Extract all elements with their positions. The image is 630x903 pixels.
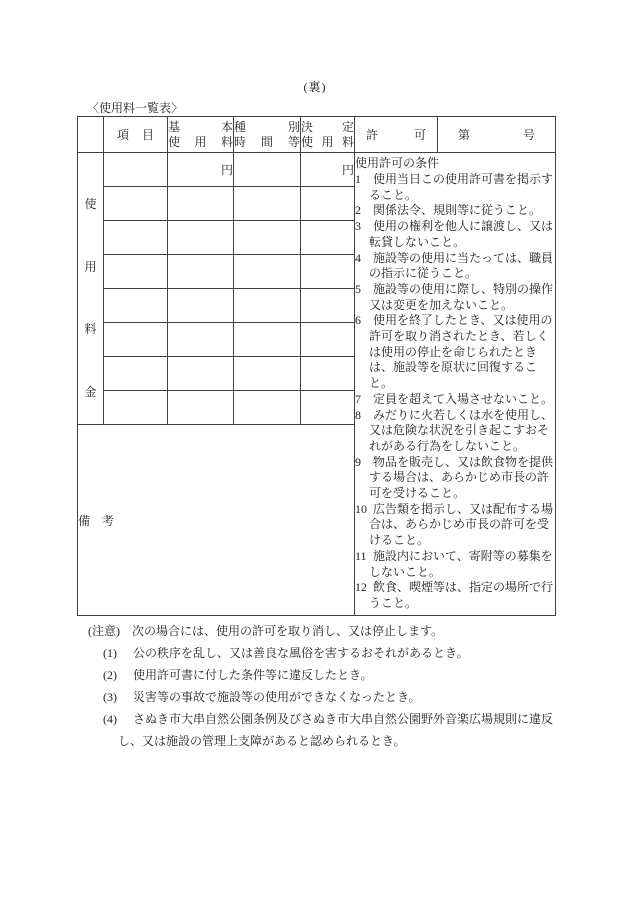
header-item-char: 目 (141, 128, 154, 142)
header-permit-char: 許 (366, 128, 379, 142)
condition-number: 3 (355, 219, 361, 234)
header-decided-fee (301, 117, 355, 153)
type-time-cell (234, 255, 301, 289)
header-type-char: 別 (287, 119, 300, 134)
condition-text: 使用を終了したとき、又は使用の許可を取り消されたとき、若しくは使用の停止を命じられたときは、施設等を原状に回復すること。 (369, 313, 553, 391)
condition-item (355, 392, 555, 408)
condition-number: 9 (355, 454, 361, 469)
header-number (438, 117, 556, 153)
usage-fee-table (77, 116, 556, 616)
condition-number: 4 (355, 250, 361, 265)
item-cell (104, 255, 168, 289)
remarks-label: 備 考 (78, 513, 115, 528)
decided-fee-cell (301, 391, 355, 425)
condition-text: 関係法令、規則等に従うこと。 (373, 203, 542, 218)
header-number-char: 第 (458, 128, 471, 142)
base-fee-cell (168, 391, 234, 425)
header-base-fee (168, 117, 234, 153)
note-item (103, 664, 563, 686)
item-cell (104, 289, 168, 323)
condition-number: 2 (355, 203, 361, 218)
condition-item (355, 408, 555, 455)
vertical-label-char: 使 (84, 197, 97, 212)
condition-item (355, 580, 555, 611)
page-side-label: (裏) (303, 80, 327, 94)
note-number: (3) (103, 690, 117, 704)
note-text: さぬき市大串自然公園条例及びさぬき市大串自然公園野外音楽広場規則に違反し、又は施設の管理上支障があると認められるとき。 (118, 712, 554, 748)
note-item (103, 708, 563, 752)
condition-item (355, 203, 555, 219)
condition-number: 5 (355, 281, 361, 296)
condition-number: 1 (355, 172, 361, 186)
condition-number: 8 (355, 407, 361, 422)
decided-fee-cell (301, 255, 355, 289)
decided-fee-cell (301, 323, 355, 357)
header-base-char: 本 (220, 119, 233, 134)
type-time-cell (234, 289, 301, 323)
vertical-label-char: 用 (84, 259, 97, 274)
note-item (103, 642, 563, 664)
type-time-cell (234, 357, 301, 391)
type-time-cell (234, 323, 301, 357)
condition-number: 12 (355, 580, 367, 595)
condition-number: 10 (355, 501, 367, 516)
decided-fee-cell (301, 221, 355, 255)
note-number: (1) (103, 646, 117, 660)
type-time-cell (234, 391, 301, 425)
item-cell (104, 357, 168, 391)
item-cell (104, 187, 168, 221)
header-row (78, 117, 556, 153)
condition-number: 6 (355, 313, 361, 328)
header-base-char: 料 (220, 134, 233, 149)
item-cell (104, 221, 168, 255)
condition-item (355, 172, 555, 203)
header-base-char: 使 (168, 134, 181, 149)
condition-text: 飲食、喫煙等は、指定の場所で行うこと。 (369, 580, 554, 610)
decided-fee-yen-cell: 円 (301, 153, 355, 187)
type-time-cell (234, 153, 301, 187)
vertical-label-char: 金 (84, 384, 97, 399)
condition-item (355, 455, 555, 502)
header-type-char: 等 (287, 134, 300, 149)
notes-heading: (注意) 次の場合には、使用の許可を取り消し、又は停止します。 (88, 624, 444, 638)
type-time-cell (234, 187, 301, 221)
decided-fee-cell (301, 187, 355, 221)
type-time-cell (234, 221, 301, 255)
condition-item (355, 282, 555, 313)
condition-text: 使用の権利を他人に譲渡し、又は転貸しないこと。 (369, 219, 554, 249)
header-type-char: 間 (260, 134, 273, 149)
conditions-list (355, 172, 555, 612)
base-fee-cell (168, 221, 234, 255)
fee-row (78, 153, 556, 187)
condition-item (355, 502, 555, 549)
corner-cell (78, 117, 104, 153)
header-decided-char: 定 (341, 119, 354, 134)
header-permit (355, 117, 438, 153)
condition-item (355, 219, 555, 250)
base-fee-cell (168, 357, 234, 391)
notes-section (88, 620, 563, 752)
header-decided-char: 用 (321, 134, 334, 149)
base-fee-cell (168, 289, 234, 323)
permit-conditions-cell (355, 153, 556, 616)
decided-fee-cell (301, 357, 355, 391)
header-type-char: 時 (234, 134, 247, 149)
condition-text: 定員を超えて入場させないこと。 (373, 391, 554, 406)
notes-list (88, 642, 563, 752)
header-decided-char: 決 (301, 119, 314, 134)
header-permit-char: 可 (413, 128, 426, 142)
condition-text: 物品を販売し、又は飲食物を提供する場合は、あらかじめ市長の許可を受けること。 (369, 454, 554, 501)
vertical-row-label (78, 153, 104, 425)
item-cell (104, 153, 168, 187)
header-base-char: 用 (194, 134, 207, 149)
condition-item (355, 251, 555, 282)
item-cell (104, 323, 168, 357)
condition-text: 施設等の使用に際し、特別の操作又は変更を加えないこと。 (369, 281, 554, 312)
condition-number: 7 (355, 391, 361, 406)
vertical-label-char: 料 (84, 322, 97, 337)
header-type-char: 種 (234, 119, 247, 134)
note-text: 公の秩序を乱し、又は善良な風俗を害するおそれがあるとき。 (133, 646, 469, 660)
header-base-char: 基 (168, 119, 181, 134)
base-fee-cell (168, 323, 234, 357)
item-cell (104, 391, 168, 425)
condition-text: 施設内において、寄附等の募集をしないこと。 (369, 548, 553, 579)
fee-table-title: 〈使用料一覧表〉 (87, 101, 184, 115)
header-item (104, 117, 168, 153)
base-fee-yen-cell: 円 (168, 153, 234, 187)
note-text: 使用許可書に付した条件等に違反したとき。 (133, 668, 373, 682)
condition-text: みだりに火若しくは水を使用し、又は危険な状況を引き起こすおそれがある行為をしないこと。 (369, 407, 554, 453)
base-fee-cell (168, 187, 234, 221)
header-decided-char: 料 (341, 134, 354, 149)
condition-number: 11 (355, 548, 367, 563)
note-number: (4) (103, 712, 117, 726)
header-decided-char: 使 (301, 134, 314, 149)
header-number-char: 号 (522, 128, 535, 142)
condition-text: 広告類を掲示し、又は配布する場合は、あらかじめ市長の許可を受けること。 (369, 501, 554, 548)
condition-text: 施設等の使用に当たっては、職員の指示に従うこと。 (369, 250, 554, 281)
header-type-time (234, 117, 301, 153)
condition-item (355, 313, 555, 392)
conditions-title: 使用許可の条件 (355, 156, 440, 171)
condition-text: 使用当日この使用許可書を掲示すること。 (369, 172, 554, 202)
base-fee-cell (168, 255, 234, 289)
decided-fee-cell (301, 289, 355, 323)
note-number: (2) (103, 668, 117, 682)
note-text: 災害等の事故で施設等の使用ができなくなったとき。 (133, 690, 421, 704)
note-item (103, 686, 563, 708)
header-item-char: 項 (117, 128, 130, 142)
remarks-cell (78, 425, 355, 616)
condition-item (355, 549, 555, 580)
